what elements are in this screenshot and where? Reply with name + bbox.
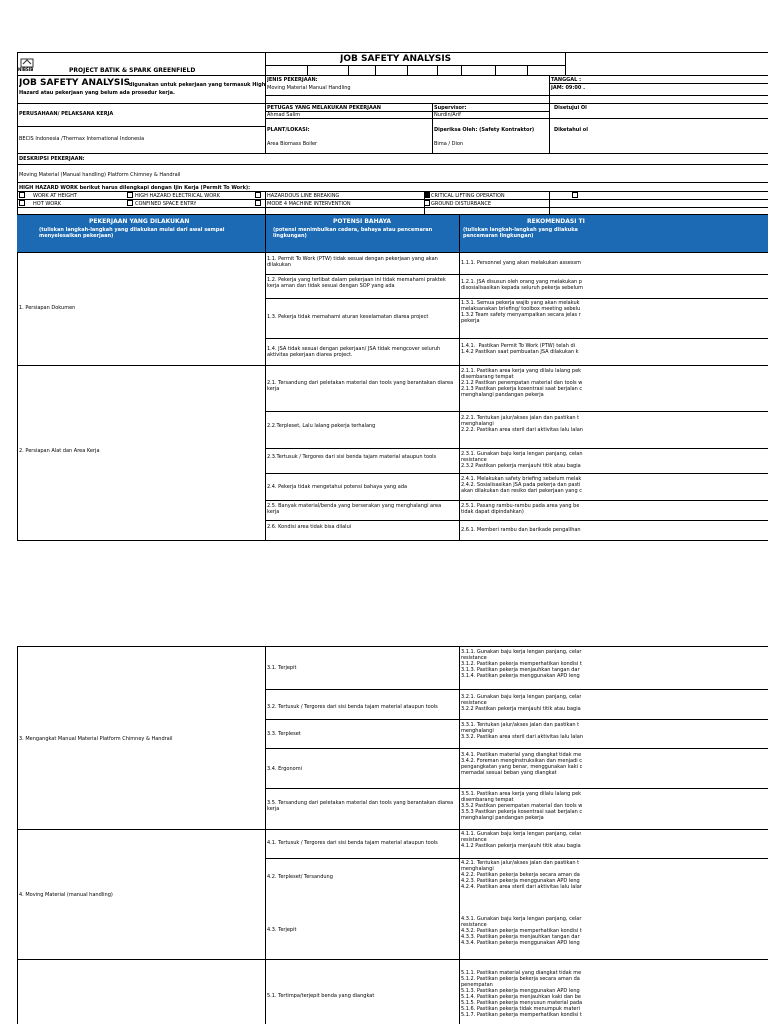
- diperiksa-value: Bima / Dion: [434, 141, 464, 147]
- hh-electrical-checkbox[interactable]: [127, 192, 133, 198]
- recommendation-cell: 1.4.1. Pastikan Permit To Work (PTW) telah di 1.4.2 Pastikan saat pembuatan JSA dilakukan k: [461, 343, 579, 355]
- perusahaan-label: PERUSAHAAN/ PELAKSANA KERJA: [19, 111, 114, 117]
- hazard-cell: 3.5. Tersandung dari peletakan material dan tools yang berantakan diarea kerja: [267, 800, 454, 812]
- jsa-sheet-page-1: [17, 52, 768, 541]
- hazard-cell: 2.2.Terpleset, Lalu lalang pekerja terhalang: [267, 423, 376, 429]
- col1-subtitle: (tuliskan langkah-langkah yang dilakukan mulai dari awal sampai menyelesaikan pekerjaan): [39, 227, 225, 239]
- step-1-text: 1. Persiapan Dokumen: [19, 305, 76, 311]
- company-logo: [20, 54, 34, 65]
- hazard-cell: 4.2. Terpleset/ Tersandung: [267, 874, 333, 880]
- ground-disturbance-label: GROUND DISTURBANCE: [431, 201, 492, 207]
- recommendation-cell: 1.2.1. JSA disusun oleh orang yang melakukan p disosialisasikan kepada seluruh pekerja sebelum: [461, 279, 583, 291]
- critical-lifting-checkbox[interactable]: [572, 192, 578, 198]
- jenis-pekerjaan-value: Moving Material Manual Handling: [267, 85, 351, 91]
- hazard-cell: 3.3. Terpleset: [267, 731, 301, 737]
- recommendation-cell: 5.1.1. Pastikan material yang diangkat tidak me 5.1.2. Pastikan pekerja bekerja secara aman da penempatan 5.1.3. Pastikan pekerja menggunakan APD leng 5.1.4. Pastikan pekerja menjauhkan kaki dan be 5.1.5. Pastikan pekerja menyusun material pada 5.1.6. Pastikan pekerja tidak menumpuk materi 5.1.7. Pastikan pekerja memperhatikan kondisi t: [461, 970, 583, 1018]
- step-2-text: 2. Persiapan Alat dan Area Kerja: [19, 448, 100, 454]
- high-hazard-work-label: HIGH HAZARD WORK berikut harus dilengkapi dengan Ijin Kerja (Permit To Work):: [19, 185, 251, 191]
- hot-work-checkbox[interactable]: [19, 200, 25, 206]
- recommendation-cell: 3.5.1. Pastikan area kerja yang dilalu lalang pek disembarang tempat 3.5.2 Pastikan penempatan material dan tools w 3.5.3 Pastikan pekerja kosentrasi saat berjalan c menghalangi pandangan pekerja: [461, 791, 583, 821]
- plant-label: PLANT/LOKASI:: [267, 127, 310, 133]
- work-at-height-label: WORK AT HEIGHT: [33, 193, 77, 199]
- disetujui-label: Disetujui Ol: [554, 105, 587, 111]
- recommendation-cell: 4.3.1. Gunakan baju kerja lengan panjang, celar resistance 4.3.2. Pastikan pekerja memperhatikan kondisi t 4.3.3. Pastikan pekerja menjauhkan tangan dar 4.3.4. Pastikan pekerja menggunakan APD leng: [461, 916, 582, 946]
- deskripsi-label: DESKRIPSI PEKERJAAN:: [19, 156, 85, 162]
- recommendation-cell: 2.5.1. Pasang rambu-rambu pada area yang be tidak dapat dipindahkan): [461, 503, 580, 515]
- recommendation-cell: 3.3.1. Tentukan jalur/akses jalan dan pastikan t menghalangi 3.3.2. Pastikan area steril dari aktivitas lalu lalan: [461, 722, 583, 740]
- hazard-cell: 1.2. Pekerja yang terlibat dalam pekerjaan ini tidak memahami praktek kerja aman dan tidak sesuai dengan SOP yang ada: [267, 277, 446, 289]
- mode4-label: MODE 4 MACHINE INTERVENTION: [267, 201, 351, 207]
- hazard-cell: 5.1. Tertimpa/terjepit benda yang diangkat: [267, 993, 375, 999]
- hazardous-line-label: HAZARDOUS LINE BREAKING: [267, 193, 340, 199]
- hazard-cell: 2.6. Kondisi area tidak bisa dilalui: [267, 524, 352, 530]
- hazard-cell: 3.2. Tertusuk / Tergores dari sisi benda tajam material ataupun tools: [267, 704, 438, 710]
- hazard-cell: 2.4. Pekerja tidak mengetahui potensi bahaya yang ada: [267, 484, 408, 490]
- jam-label: JAM: 09:00 .: [551, 85, 586, 91]
- logo-text: NIBSIB: [18, 67, 34, 72]
- confined-space-checkbox[interactable]: [127, 200, 133, 206]
- perusahaan-value: BECIS Indonesia /Thermax International Indonesia: [19, 136, 145, 142]
- col1-title: PEKERJAAN YANG DILAKUKAN: [89, 218, 190, 225]
- jsa-description-1: digunakan untuk pekerjaan yang termasuk High: [129, 82, 266, 88]
- hh-electrical-checkbox-right[interactable]: [255, 192, 261, 198]
- recommendation-cell: 2.2.1. Tentukan jalur/akses jalan dan pastikan t menghalangi 2.2.2. Pastikan area steril dari aktivitas lalu lalan: [461, 415, 583, 433]
- petugas-value: Ahmad Salim: [267, 112, 301, 118]
- critical-lifting-label: CRITICAL LIFTING OPERATION: [431, 193, 505, 199]
- diperiksa-label: Diperiksa Oleh: (Safety Kontraktor): [434, 127, 535, 133]
- hot-work-label: HOT WORK: [33, 201, 61, 207]
- col3-subtitle: (tuliskan langkah-langkah yang dilakuka pencemaran lingkungan): [463, 227, 578, 239]
- recommendation-cell: 4.1.1. Gunakan baju kerja lengan panjang, celar resistance 4.1.2 Pastikan pekerja menjauhi titik atau bagia: [461, 831, 582, 849]
- col2-title: POTENSI BAHAYA: [333, 218, 392, 225]
- col3-title: REKOMENDASI TI: [527, 218, 585, 225]
- supervisor-label: Supervisor:: [434, 105, 467, 111]
- hazard-cell: 2.3.Tertusuk / Tergores dari sisi benda tajam material ataupun tools: [267, 454, 437, 460]
- recommendation-cell: 2.3.1. Gunakan baju kerja lengan panjang, celan resistance 2.3.2 Pastikan pekerja menjauhi titik atau bagia: [461, 451, 583, 469]
- hazard-cell: 3.1. Terjepit: [267, 665, 297, 671]
- document-title: JOB SAFETY ANALYSIS: [340, 54, 452, 64]
- recommendation-cell: 4.2.1. Tentukan jalur/akses jalan dan pastikan t menghalangi 4.2.2. Pastikan pekerja bekerja secara aman da 4.2.3. Pastikan pekerja menggunakan APD leng 4.2.4. Pastikan area steril dari aktivitas lalu lalar: [461, 860, 582, 890]
- col2-subtitle: (potensi menimbulkan cedera, bahaya atau pencemaran lingkungan): [273, 227, 433, 239]
- recommendation-cell: 3.4.1. Pastikan material yang diangkat tidak me 3.4.2. Foreman menginstruksikan dan menjadi c pengangkatan yang benar, menggunakan kaki c memadai sesuai beban yang diangkat: [461, 752, 583, 776]
- tanggal-label: TANGGAL :: [551, 77, 582, 83]
- jsa-heading: JOB SAFETY ANALYSIS: [19, 78, 131, 88]
- hazard-cell: 4.3. Terjepit: [267, 927, 297, 933]
- supervisor-value: Nurdin/Arif: [434, 112, 461, 118]
- recommendation-cell: 2.1.1. Pastikan area kerja yang dilalu lalang pek disembarang tempat 2.1.2 Pastikan penempatan material dan tools w 2.1.3 Pastikan pekerja kosentrasi saat berjalan c menghalangi pandangan pekerja: [461, 368, 583, 398]
- diketahui-label: Diketahui ol: [554, 127, 588, 133]
- petugas-label: PETUGAS YANG MELAKUKAN PEKERJAAN: [267, 105, 381, 111]
- confined-space-label: CONFINED SPACE ENTRY: [135, 201, 197, 207]
- recommendation-cell: 1.1.1. Personnel yang akan melakukan assessm: [461, 260, 581, 266]
- jenis-pekerjaan-label: JENIS PEKERJAAN:: [267, 77, 318, 83]
- plant-value: Area Biomass Boiler: [267, 141, 318, 147]
- project-name: PROJECT BATIK & SPARK GREENFIELD: [69, 67, 196, 74]
- mode4-checkbox[interactable]: [424, 200, 430, 206]
- hazard-cell: 1.3. Pekerja tidak memahami aturan keselamatan diarea project: [267, 314, 429, 320]
- recommendation-cell: 3.1.1. Gunakan baju kerja lengan panjang, celar resistance 3.1.2. Pastikan pekerja memperhatikan kondisi t 3.1.3. Pastikan pekerja menjauhkan tangan dar 3.1.4. Pastikan pekerja menggunakan APD leng: [461, 649, 582, 679]
- jsa-description-2: Hazard atau pekerjaan yang belum ada prosedur kerja.: [19, 90, 175, 96]
- hazardous-line-checkbox[interactable]: [424, 192, 430, 198]
- deskripsi-value: Moving Material (Manual handling) Platform Chimney & Handrail: [19, 172, 181, 178]
- jsa-sheet-page-2: [17, 646, 768, 1024]
- step-3-text: 3. Mengangkat Manual Material Platform Chimney & Handrail: [19, 736, 173, 742]
- hazard-cell: 2.1. Tersandung dari peletakan material dan tools yang berantakan diarea kerja: [267, 380, 454, 392]
- work-at-height-checkbox[interactable]: [19, 192, 25, 198]
- recommendation-cell: 2.4.1. Melakukan safety briefing sebelum melak 2.4.2. Sosialisasikan JSA pada pekerja dan pasti akan dilakukan dan resiko dari pekerjaan yang c: [461, 476, 582, 494]
- hazard-cell: 2.5. Banyak material/benda yang berserakan yang menghalangi area kerja: [267, 503, 442, 515]
- hazard-cell: 1.4. JSA tidak sesuai dengan pekerjaan/ JSA tidak mengcover seluruh aktivitas pekerjaan diarea project.: [267, 346, 441, 358]
- recommendation-cell: 3.2.1. Gunakan baju kerja lengan panjang, celar resistance 3.2.2 Pastikan pekerja menjauhi titik atau bagia: [461, 694, 582, 712]
- recommendation-cell: 2.6.1. Memberi rambu dan barikade pengalihan: [461, 527, 581, 533]
- step-4-text: 4. Moving Material (manual handling): [19, 892, 113, 898]
- confined-space-checkbox-right[interactable]: [255, 200, 261, 206]
- hazard-cell: 3.4. Ergonomi: [267, 766, 302, 772]
- hazard-cell: 4.1. Tertusuk / Tergores dari sisi benda tajam material ataupun tools: [267, 840, 438, 846]
- hh-electrical-label: HIGH HAZARD ELECTRICAL WORK: [135, 193, 220, 199]
- hazard-cell: 1.1. Permit To Work (PTW) tidak sesuai dengan pekerjaan yang akan dilakukan: [267, 256, 438, 268]
- recommendation-cell: 1.3.1. Semua pekerja wajib yang akan melakuk melaksanakan briefing/ toolbox meeting sebelu 1.3.2 Team safety menyampaikan secara jelas r pekerja: [461, 300, 581, 324]
